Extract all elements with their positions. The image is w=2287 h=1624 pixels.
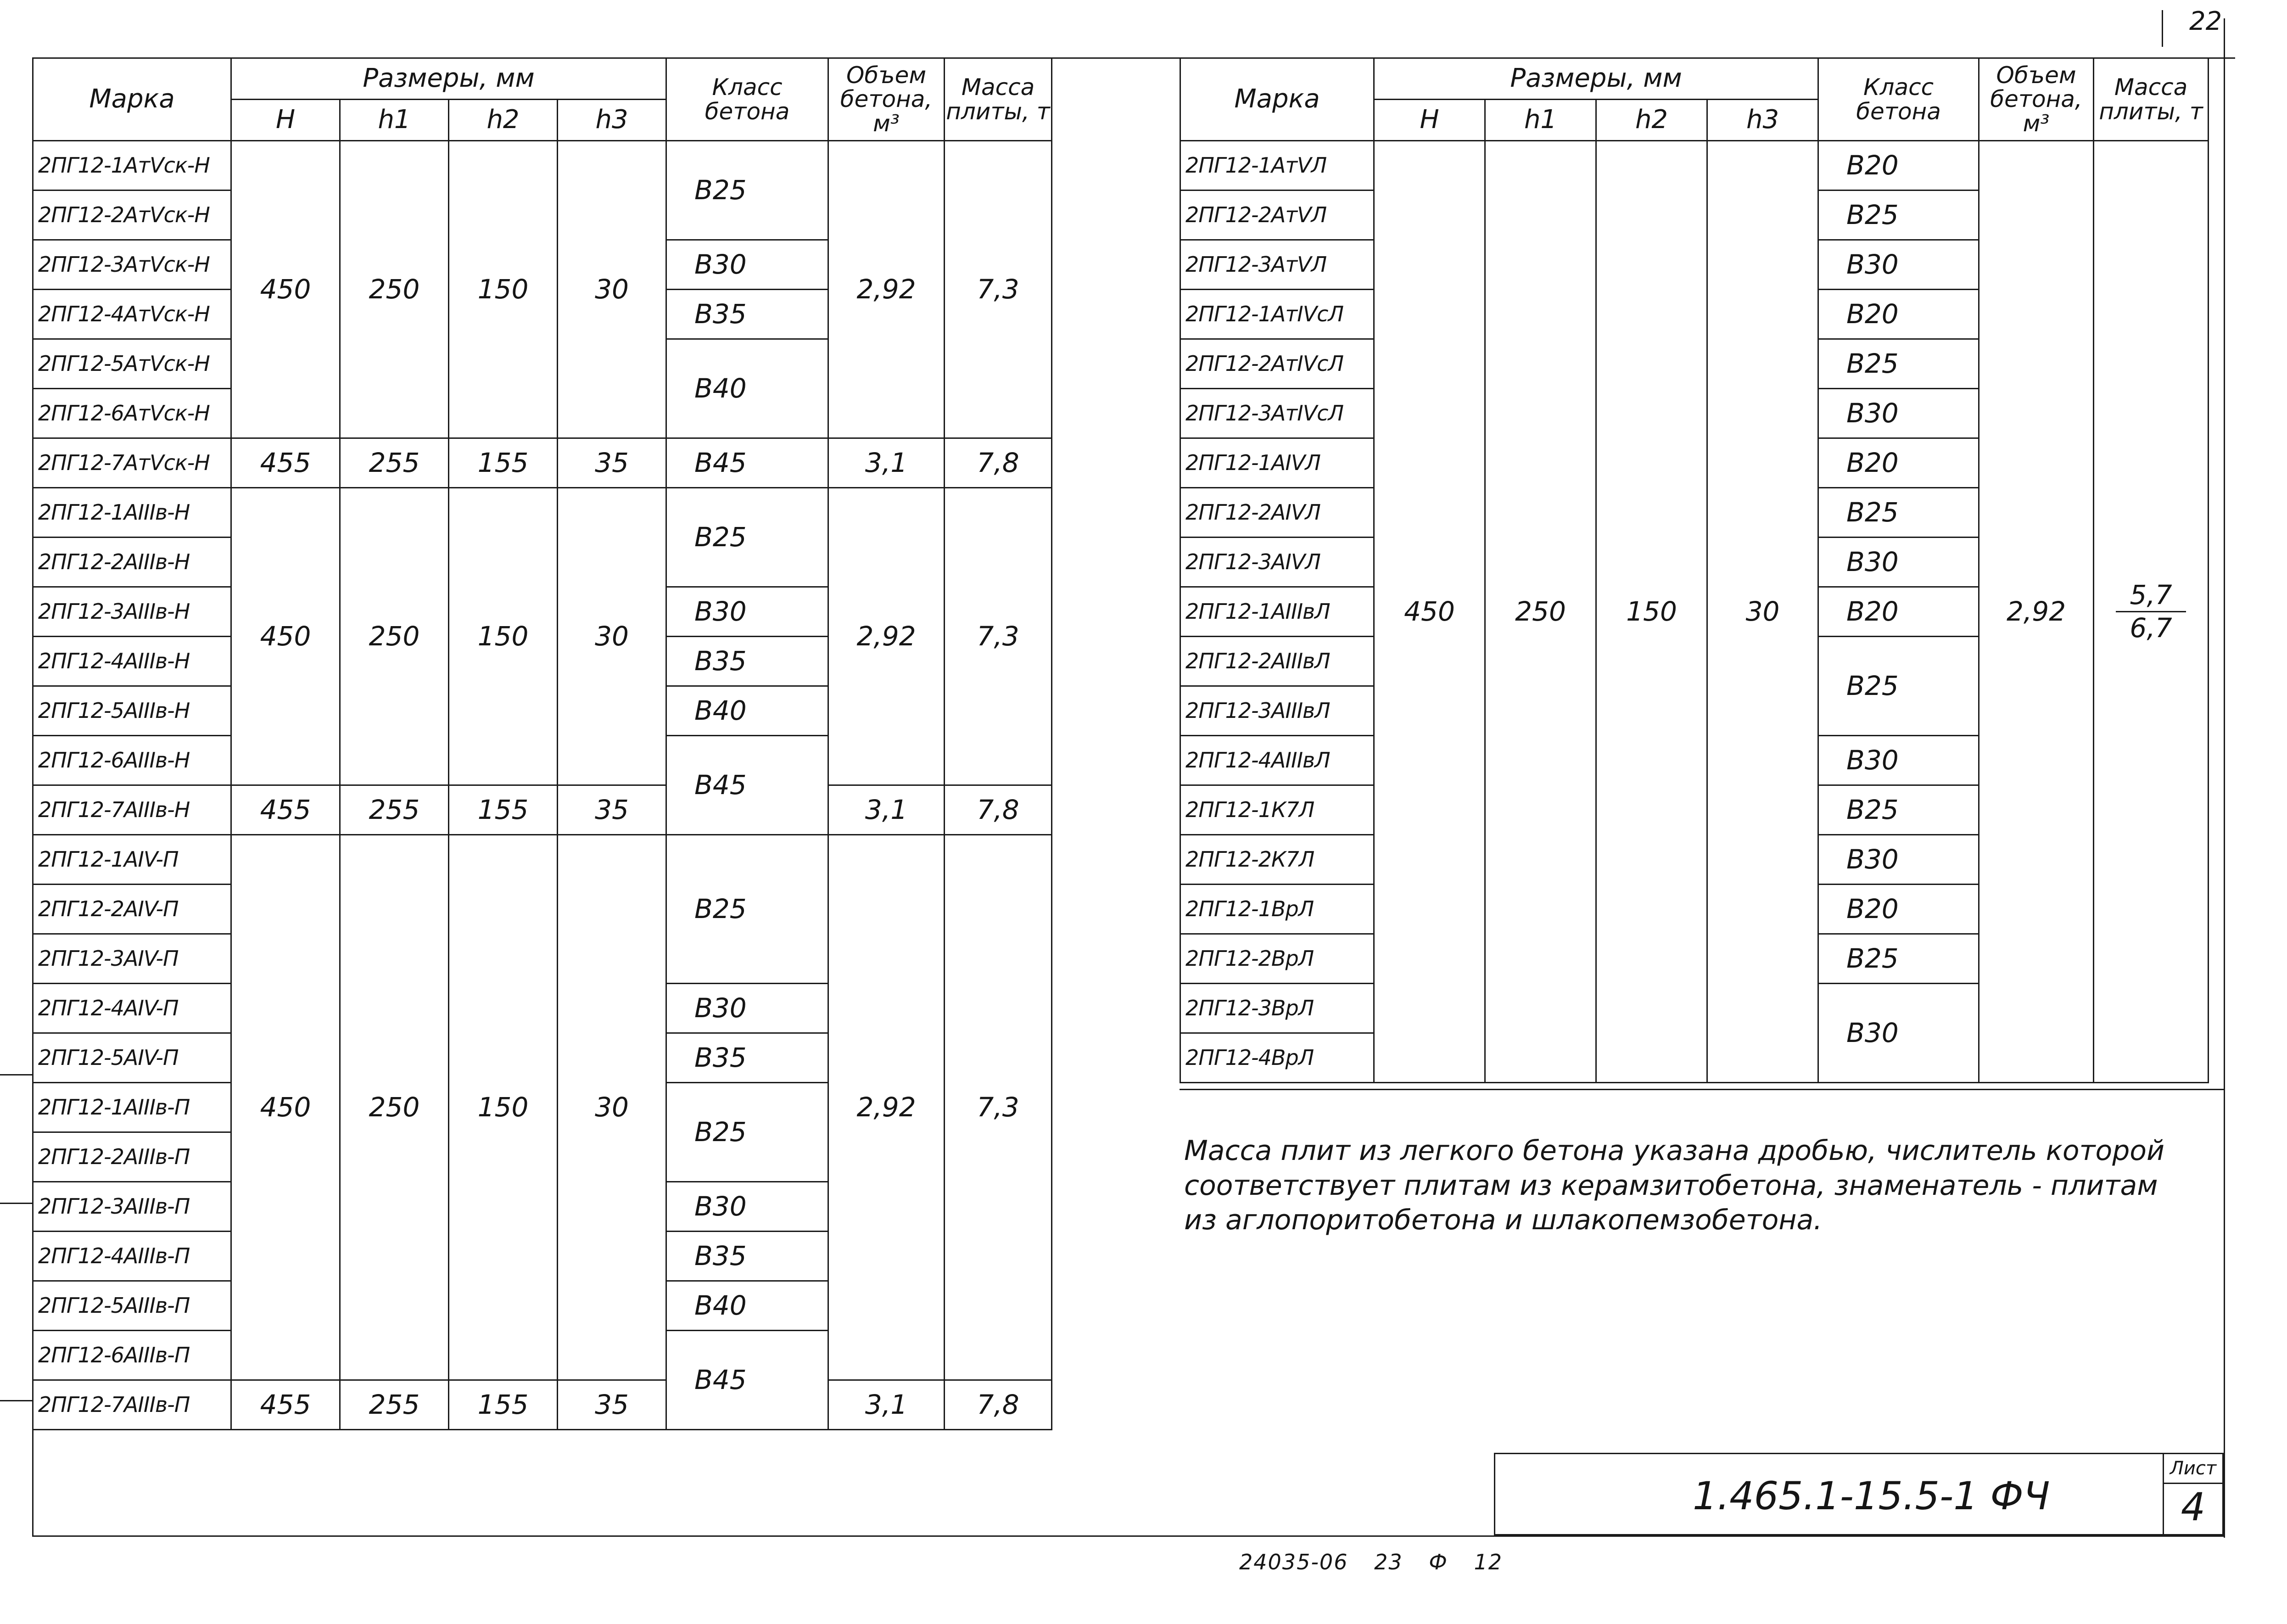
h3-cell: 35	[558, 438, 666, 488]
mark-cell: 2ПГ12-4АIIIв-П	[33, 1232, 231, 1281]
class-cell: В25	[666, 141, 828, 240]
mark-cell: 2ПГ12-1АтVск-Н	[33, 141, 231, 190]
header-volume: Объем бетона, м³	[1979, 58, 2094, 141]
mark-cell: 2ПГ12-2АтVск-Н	[33, 190, 231, 240]
mark-cell: 2ПГ12-1АIVЛ	[1180, 438, 1374, 488]
h1-cell: 255	[340, 438, 449, 488]
h3-cell: 30	[558, 141, 666, 438]
mark-cell: 2ПГ12-3АIIIвЛ	[1180, 686, 1374, 736]
class-cell: В45	[666, 1331, 828, 1430]
h3-cell: 30	[558, 488, 666, 785]
mass-cell: 7,8	[945, 438, 1052, 488]
class-cell: В30	[1818, 835, 1979, 885]
class-cell: В20	[1818, 438, 1979, 488]
frame-right-line	[2224, 18, 2225, 1538]
volume-cell: 2,92	[1979, 141, 2094, 1083]
mark-cell: 2ПГ12-5АIV-П	[33, 1033, 231, 1083]
class-cell: В25	[1818, 339, 1979, 389]
H-cell: 450	[231, 835, 340, 1380]
sheet-label: Лист	[2164, 1454, 2222, 1484]
left-margin-tick	[0, 1074, 32, 1075]
class-cell: В30	[666, 1182, 828, 1232]
class-cell: В30	[666, 240, 828, 290]
mass-cell: 7,3	[945, 141, 1052, 438]
class-cell: В35	[666, 290, 828, 339]
h3-cell: 35	[558, 785, 666, 835]
class-cell: В30	[1818, 538, 1979, 587]
mark-cell: 2ПГ12-3АтIVсЛ	[1180, 389, 1374, 438]
h1-cell: 255	[340, 1380, 449, 1430]
header-mark: Марка	[1180, 58, 1374, 141]
mark-cell: 2ПГ12-2АIIIвЛ	[1180, 637, 1374, 686]
mark-cell: 2ПГ12-4АIIIв-Н	[33, 637, 231, 686]
h3-cell: 35	[558, 1380, 666, 1430]
volume-cell: 3,1	[828, 785, 945, 835]
volume-cell: 2,92	[828, 835, 945, 1380]
mass-cell: 7,3	[945, 835, 1052, 1380]
class-cell: В30	[1818, 240, 1979, 290]
mark-cell: 2ПГ12-1ВрЛ	[1180, 885, 1374, 934]
mark-cell: 2ПГ12-4АтVск-Н	[33, 290, 231, 339]
class-cell: В20	[1818, 587, 1979, 637]
header-mass: Масса плиты, т	[2094, 58, 2209, 141]
mark-cell: 2ПГ12-3АIV-П	[33, 934, 231, 984]
class-cell: В45	[666, 438, 828, 488]
class-cell: В30	[1818, 984, 1979, 1083]
title-block	[1494, 1453, 2224, 1535]
left-margin-tick	[0, 1400, 32, 1401]
mass-cell: 7,8	[945, 785, 1052, 835]
class-cell: В25	[1818, 190, 1979, 240]
mark-cell: 2ПГ12-5АтVск-Н	[33, 339, 231, 389]
header-mark: Марка	[33, 58, 231, 141]
H-cell: 455	[231, 1380, 340, 1430]
mark-cell: 2ПГ12-2АIIIв-П	[33, 1132, 231, 1182]
header-H: H	[1374, 100, 1485, 141]
mark-cell: 2ПГ12-7АIIIв-П	[33, 1380, 231, 1430]
h2-cell: 150	[449, 835, 558, 1380]
class-cell: В40	[666, 686, 828, 736]
mark-cell: 2ПГ12-1АIIIв-Н	[33, 488, 231, 538]
sheet-number: 4	[2181, 1484, 2206, 1529]
mark-cell: 2ПГ12-5АIIIв-Н	[33, 686, 231, 736]
mass-note: Масса плит из легкого бетона указана дробью, числитель которой соответствует плитам из керамзитобетона, знаменатель - плитам из аглопоритобетона и шлакопемзобетона.	[1184, 1135, 2164, 1237]
class-cell: В30	[1818, 389, 1979, 438]
document-code: 1.465.1-15.5-1 ФЧ	[1693, 1473, 2050, 1518]
mark-cell: 2ПГ12-7АIIIв-Н	[33, 785, 231, 835]
class-cell: В20	[1818, 141, 1979, 190]
header-H: H	[231, 100, 340, 141]
mark-cell: 2ПГ12-6АтVск-Н	[33, 389, 231, 438]
mark-cell: 2ПГ12-1АтIVсЛ	[1180, 290, 1374, 339]
sheet-box	[2163, 1454, 2222, 1534]
volume-cell: 3,1	[828, 438, 945, 488]
page-number: 22	[2189, 6, 2222, 36]
mark-cell: 2ПГ12-4ВрЛ	[1180, 1033, 1374, 1083]
class-cell: В45	[666, 736, 828, 835]
mark-cell: 2ПГ12-6АIIIв-Н	[33, 736, 231, 785]
volume-cell: 2,92	[828, 141, 945, 438]
mark-cell: 2ПГ12-1АтVЛ	[1180, 141, 1374, 190]
mark-cell: 2ПГ12-3АIIIв-П	[33, 1182, 231, 1232]
h3-cell: 30	[558, 835, 666, 1380]
mark-cell: 2ПГ12-3АIVЛ	[1180, 538, 1374, 587]
class-cell: В35	[666, 1232, 828, 1281]
mark-cell: 2ПГ12-1АIV-П	[33, 835, 231, 885]
mass-fraction-cell	[2094, 141, 2209, 1083]
mark-cell: 2ПГ12-3АтVск-Н	[33, 240, 231, 290]
header-dimensions: Размеры, мм	[1374, 58, 1818, 100]
class-cell: В25	[1818, 785, 1979, 835]
h1-cell: 250	[340, 141, 449, 438]
mass-fraction	[2116, 581, 2186, 642]
mark-cell: 2ПГ12-2ВрЛ	[1180, 934, 1374, 984]
right-spec-table	[1180, 57, 2209, 1083]
header-dimensions: Размеры, мм	[231, 58, 666, 100]
h2-cell: 155	[449, 438, 558, 488]
mark-cell: 2ПГ12-4АIV-П	[33, 984, 231, 1033]
h1-cell: 255	[340, 785, 449, 835]
class-cell: В25	[666, 1083, 828, 1182]
bottom-strip-text: 24035-06 23 Ф 12	[1239, 1550, 1503, 1574]
mark-cell: 2ПГ12-2АIIIв-Н	[33, 538, 231, 587]
header-h1: h1	[340, 100, 449, 141]
mark-cell: 2ПГ12-1К7Л	[1180, 785, 1374, 835]
class-cell: В25	[1818, 934, 1979, 984]
mark-cell: 2ПГ12-2АтIVсЛ	[1180, 339, 1374, 389]
H-cell: 450	[231, 141, 340, 438]
class-cell: В35	[666, 1033, 828, 1083]
left-spec-table	[32, 57, 1052, 1430]
class-cell: В30	[1818, 736, 1979, 785]
mark-cell: 2ПГ12-7АтVск-Н	[33, 438, 231, 488]
h2-cell: 155	[449, 1380, 558, 1430]
mark-cell: 2ПГ12-2АтVЛ	[1180, 190, 1374, 240]
class-cell: В25	[1818, 637, 1979, 736]
left-margin-tick	[0, 1203, 32, 1204]
H-cell: 450	[1374, 141, 1485, 1083]
h2-cell: 150	[449, 488, 558, 785]
h2-cell: 155	[449, 785, 558, 835]
class-cell: В20	[1818, 290, 1979, 339]
header-mass: Масса плиты, т	[945, 58, 1052, 141]
header-h1: h1	[1485, 100, 1596, 141]
H-cell: 450	[231, 488, 340, 785]
header-h3: h3	[1707, 100, 1818, 141]
mark-cell: 2ПГ12-2АIVЛ	[1180, 488, 1374, 538]
h3-cell: 30	[1707, 141, 1818, 1083]
volume-cell: 2,92	[828, 488, 945, 785]
class-cell: В30	[666, 587, 828, 637]
mark-cell: 2ПГ12-2К7Л	[1180, 835, 1374, 885]
header-volume: Объем бетона, м³	[828, 58, 945, 141]
H-cell: 455	[231, 438, 340, 488]
h1-cell: 250	[340, 488, 449, 785]
mass-cell: 7,8	[945, 1380, 1052, 1430]
h1-cell: 250	[1485, 141, 1596, 1083]
class-cell: В30	[666, 984, 828, 1033]
h1-cell: 250	[340, 835, 449, 1380]
class-cell: В40	[666, 339, 828, 438]
H-cell: 455	[231, 785, 340, 835]
class-cell: В25	[666, 835, 828, 984]
mark-cell: 2ПГ12-2АIV-П	[33, 885, 231, 934]
right-table-bottom-extension	[1180, 1089, 2225, 1090]
class-cell: В25	[1818, 488, 1979, 538]
mark-cell: 2ПГ12-6АIIIв-П	[33, 1331, 231, 1380]
mark-cell: 2ПГ12-1АIIIвЛ	[1180, 587, 1374, 637]
page-number-bar	[2162, 10, 2163, 47]
h2-cell: 150	[1596, 141, 1707, 1083]
header-h3: h3	[558, 100, 666, 141]
mass-denominator: 6,7	[2130, 612, 2172, 644]
frame-bottom-line	[32, 1535, 2225, 1537]
mark-cell: 2ПГ12-5АIIIв-П	[33, 1281, 231, 1331]
mark-cell: 2ПГ12-4АIIIвЛ	[1180, 736, 1374, 785]
class-cell: В40	[666, 1281, 828, 1331]
mark-cell: 2ПГ12-3АIIIв-Н	[33, 587, 231, 637]
mark-cell: 2ПГ12-3ВрЛ	[1180, 984, 1374, 1033]
header-concrete-class: Класс бетона	[666, 58, 828, 141]
mass-numerator: 5,7	[2116, 581, 2186, 612]
class-cell: В20	[1818, 885, 1979, 934]
class-cell: В35	[666, 637, 828, 686]
mark-cell: 2ПГ12-3АтVЛ	[1180, 240, 1374, 290]
header-concrete-class: Класс бетона	[1818, 58, 1979, 141]
mass-cell: 7,3	[945, 488, 1052, 785]
volume-cell: 3,1	[828, 1380, 945, 1430]
class-cell: В25	[666, 488, 828, 587]
header-h2: h2	[1596, 100, 1707, 141]
header-h2: h2	[449, 100, 558, 141]
mark-cell: 2ПГ12-1АIIIв-П	[33, 1083, 231, 1132]
h2-cell: 150	[449, 141, 558, 438]
